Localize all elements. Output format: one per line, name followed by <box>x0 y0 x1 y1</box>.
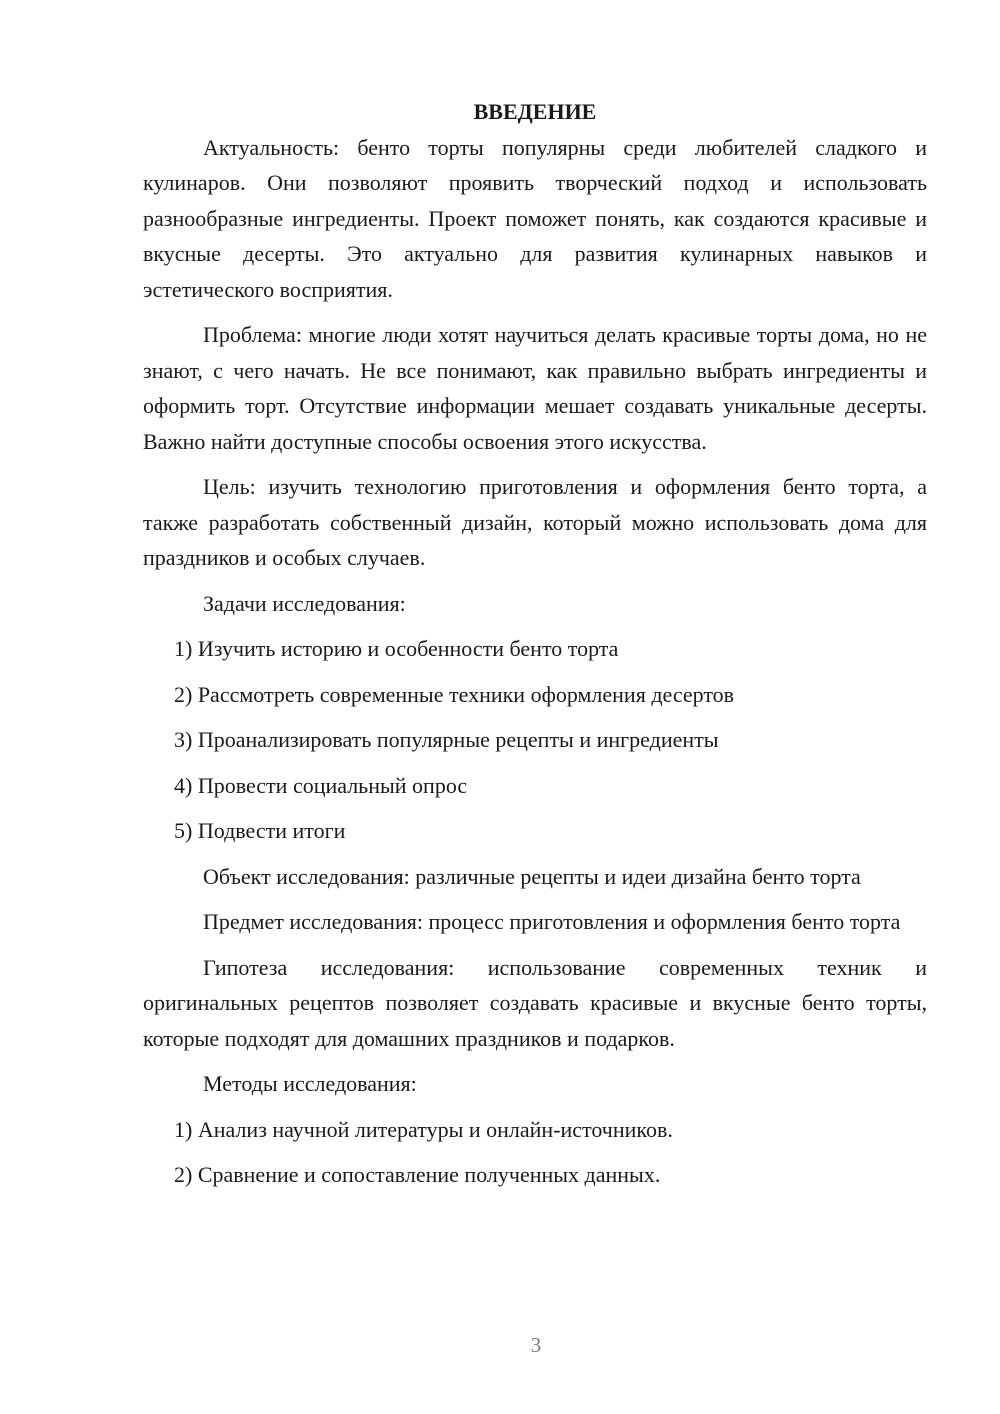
paragraph-hypothesis: Гипотеза исследования: использование современных техник и оригинальных рецептов позволяет создавать красивые и вкусные бенто торты, которые подходят для домашних праздников и подарков. <box>143 954 927 1051</box>
task-item-2: 2) Рассмотреть современные техники оформления десертов <box>174 681 735 707</box>
method-item-2: 2) Сравнение и сопоставление полученных данных. <box>174 1162 661 1187</box>
page-number: 3 <box>530 1333 542 1357</box>
paragraph-subject: Предмет исследования: процесс приготовления и оформления бенто торта <box>203 909 901 934</box>
paragraph-relevance: Актуальность: бенто торты популярны среди любителей сладкого и кулинаров. Они позволяют проявить творческий подход и использовать разнообразные ингредиенты. Проект поможет понять, как создаются красивые и вкусные десерты. Это актуально для развития кулинарных навыков и эстетического восприятия. <box>143 134 927 302</box>
task-item-1: 1) Изучить историю и особенности бенто торта <box>174 636 619 661</box>
task-item-5: 5) Подвести итоги <box>174 818 346 843</box>
paragraph-problem: Проблема: многие люди хотят научиться делать красивые торты дома, но не знают, с чего начать. Не все понимают, как правильно выбрать ингредиенты и оформить торт. Отсутствие информации мешает создавать уникальные десерты. Важно найти доступные способы освоения этого искусства. <box>143 322 927 454</box>
paragraph-goal: Цель: изучить технологию приготовления и оформления бенто торта, а также разработать собственный дизайн, который можно использовать дома для праздников и особых случаев. <box>143 474 927 570</box>
methods-heading: Методы исследования: <box>203 1071 417 1096</box>
page-content <box>143 94 927 1203</box>
method-item-1: 1) Анализ научной литературы и онлайн-источников. <box>174 1116 673 1142</box>
task-item-3: 3) Проанализировать популярные рецепты и ингредиенты <box>174 727 719 752</box>
tasks-heading: Задачи исследования: <box>203 590 406 616</box>
paragraph-object: Объект исследования: различные рецепты и идеи дизайна бенто торта <box>203 863 861 889</box>
task-item-4: 4) Провести социальный опрос <box>174 772 468 798</box>
section-title: ВВЕДЕНИЕ <box>473 99 597 124</box>
